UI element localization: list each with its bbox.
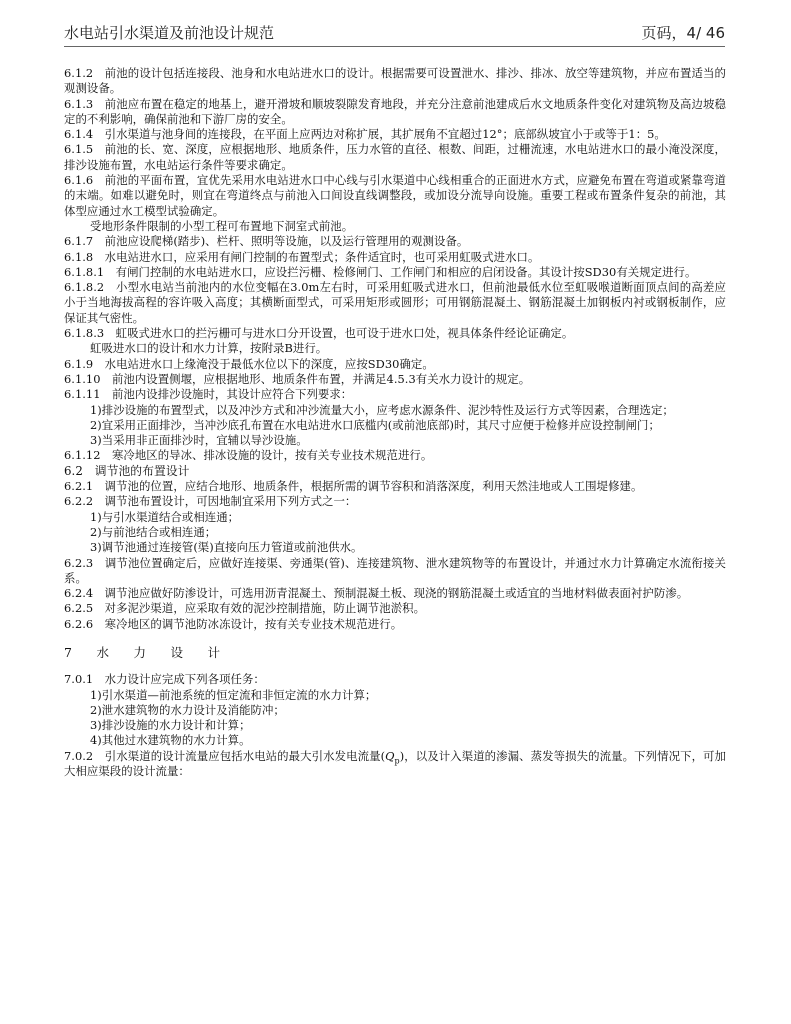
clause-6-1-8-3-note: 虹吸进水口的设计和水力计算，按附录B进行。	[90, 341, 328, 356]
clause-6-1-8: 6.1.8 水电站进水口，应采用有闸门控制的布置型式；条件适宜时，也可采用虹吸式进水口。	[64, 249, 540, 264]
clause-6-1-4: 6.1.4 引水渠道与池身间的连接段，在平面上应两边对称扩展，其扩展角不宜超过12°；底部纵坡宜小于或等于1：5。	[64, 127, 666, 142]
list-item: 1)排沙设施的布置型式，以及冲沙方式和冲沙流量大小，应考虑水源条件、泥沙特性及运行方式等因素，合理选定；	[90, 402, 674, 417]
clause-6-1-6-note: 受地形条件限制的小型工程可布置地下洞室式前池。	[90, 218, 354, 233]
clause-6-2-4: 6.2.4 调节池应做好防渗设计，可选用沥青混凝土、预制混凝土板、现浇的钢筋混凝土或适宜的当地材料做表面衬护防渗。	[64, 586, 689, 601]
clause-6-2-3: 6.2.3 调节池位置确定后，应做好连接渠、旁通渠(管)、连接建筑物、泄水建筑物等的布置设计，并通过水力计算确定水流衔接关系。	[64, 555, 726, 585]
clause-6-1-3: 6.1.3 前池应布置在稳定的地基上，避开滑坡和顺坡裂隙发育地段，并充分注意前池建成后水文地质条件变化对建筑物及高边坡稳定的不利影响，确保前池和下游厂房的安全。	[64, 96, 726, 126]
clause-6-1-10: 6.1.10 前池内设置侧堰，应根据地形、地质条件布置，并满足4.5.3有关水力设计的规定。	[64, 371, 531, 386]
flow-subscript: p	[394, 756, 400, 766]
clause-6-2-5: 6.2.5 对多泥沙渠道，应采取有效的泥沙控制措施，防止调节池淤积。	[64, 601, 426, 616]
clause-6-2-1: 6.2.1 调节池的位置，应结合地形、地质条件，根据所需的调节容积和消落深度，利用天然洼地或人工围堤修建。	[64, 479, 643, 494]
list-item: 4)其他过水建筑物的水力计算。	[90, 733, 251, 748]
clause-6-1-8-2: 6.1.8.2 小型水电站当前池内的水位变幅在3.0m左右时，可采用虹吸式进水口，但前池最低水位至虹吸喉道断面顶点间的高差应小于当地海拔高程的容许吸入高度；其横断面型式，可采用矩形或圆形；可用钢筋混凝土、钢筋混凝土加钢板内衬或钢板制作，应保证其气密性。	[64, 280, 726, 325]
clause-6-1-2: 6.1.2 前池的设计包括连接段、池身和水电站进水口的设计。根据需要可设置泄水、排沙、排冰、放空等建筑物，并应布置适当的观测设备。	[64, 66, 726, 96]
list-item: 2)与前池结合或相连通；	[90, 524, 217, 539]
list-item: 3)调节池通过连接管(渠)直接向压力管道或前池供水。	[90, 540, 363, 555]
clause-6-1-6: 6.1.6 前池的平面布置，宜优先采用水电站进水口中心线与引水渠道中心线相重合的正面进水方式，应避免布置在弯道或紧靠弯道的末端。如难以避免时，则宜在弯道终点与前池入口间设直线调整段，或加设分流导向设施。重要工程或布置条件复杂的前池，其体型应通过水工模型试验确定。	[64, 173, 726, 218]
clause-7-0-2	[64, 749, 726, 780]
clause-6-1-12: 6.1.12 寒冷地区的导冰、排冰设施的设计，按有关专业技术规范进行。	[64, 448, 433, 463]
clause-7-0-1: 7.0.1 水力设计应完成下列各项任务：	[64, 672, 265, 687]
document-title: 水电站引水渠道及前池设计规范	[64, 24, 275, 42]
clause-6-1-9: 6.1.9 水电站进水口上缘淹没于最低水位以下的深度，应按SD30确定。	[64, 356, 434, 371]
page-header	[64, 18, 725, 48]
header-divider	[64, 46, 725, 47]
list-item: 3)排沙设施的水力设计和计算；	[90, 718, 251, 733]
clause-text: )，以及计入渠道的渗漏、蒸发等损失的流量。下列情况下，可加大相应渠段的设计流量：	[64, 748, 726, 779]
list-item: 1)与引水渠道结合或相连通；	[90, 509, 240, 524]
list-item: 2)泄水建筑物的水力设计及消能防冲；	[90, 702, 285, 717]
list-item: 1)引水渠道—前池系统的恒定流和非恒定流的水力计算；	[90, 687, 377, 702]
clause-6-1-7: 6.1.7 前池应设爬梯(踏步)、栏杆、照明等设施，以及运行管理用的观测设备。	[64, 234, 469, 249]
flow-symbol: Q	[385, 748, 395, 763]
clause-6-2-2: 6.2.2 调节池布置设计，可因地制宜采用下列方式之一：	[64, 494, 357, 509]
section-heading-6-2: 6.2 调节池的布置设计	[64, 463, 190, 478]
list-item: 3)当采用非正面排沙时，宜辅以导沙设施。	[90, 433, 308, 448]
list-item: 2)宜采用正面排沙，当冲沙底孔布置在水电站进水口底槛内(或前池底部)时，其尺寸应便于检修并应设控制闸门；	[90, 417, 660, 432]
clause-6-1-8-1: 6.1.8.1 有闸门控制的水电站进水口，应设拦污栅、检修闸门、工作闸门和相应的启闭设备。其设计按SD30有关规定进行。	[64, 264, 697, 279]
document-body	[64, 66, 726, 779]
clause-text: 7.0.2 引水渠道的设计流量应包括水电站的最大引水发电流量(	[64, 748, 386, 763]
chapter-heading-7: 7 水 力 设 计	[64, 644, 226, 660]
page-number: 页码，4/ 46	[641, 24, 725, 42]
clause-6-1-5: 6.1.5 前池的长、宽、深度，应根据地形、地质条件，压力水管的直径、根数、间距，过栅流速，水电站进水口的最小淹没深度，排沙设施布置，水电站运行条件等要求确定。	[64, 142, 726, 172]
clause-6-1-11: 6.1.11 前池内设排沙设施时，其设计应符合下列要求：	[64, 387, 353, 402]
clause-6-2-6: 6.2.6 寒冷地区的调节池防冰冻设计，按有关专业技术规范进行。	[64, 616, 403, 631]
clause-6-1-8-3: 6.1.8.3 虹吸式进水口的拦污栅可与进水口分开设置，也可设于进水口处，视具体条件经论证确定。	[64, 326, 574, 341]
